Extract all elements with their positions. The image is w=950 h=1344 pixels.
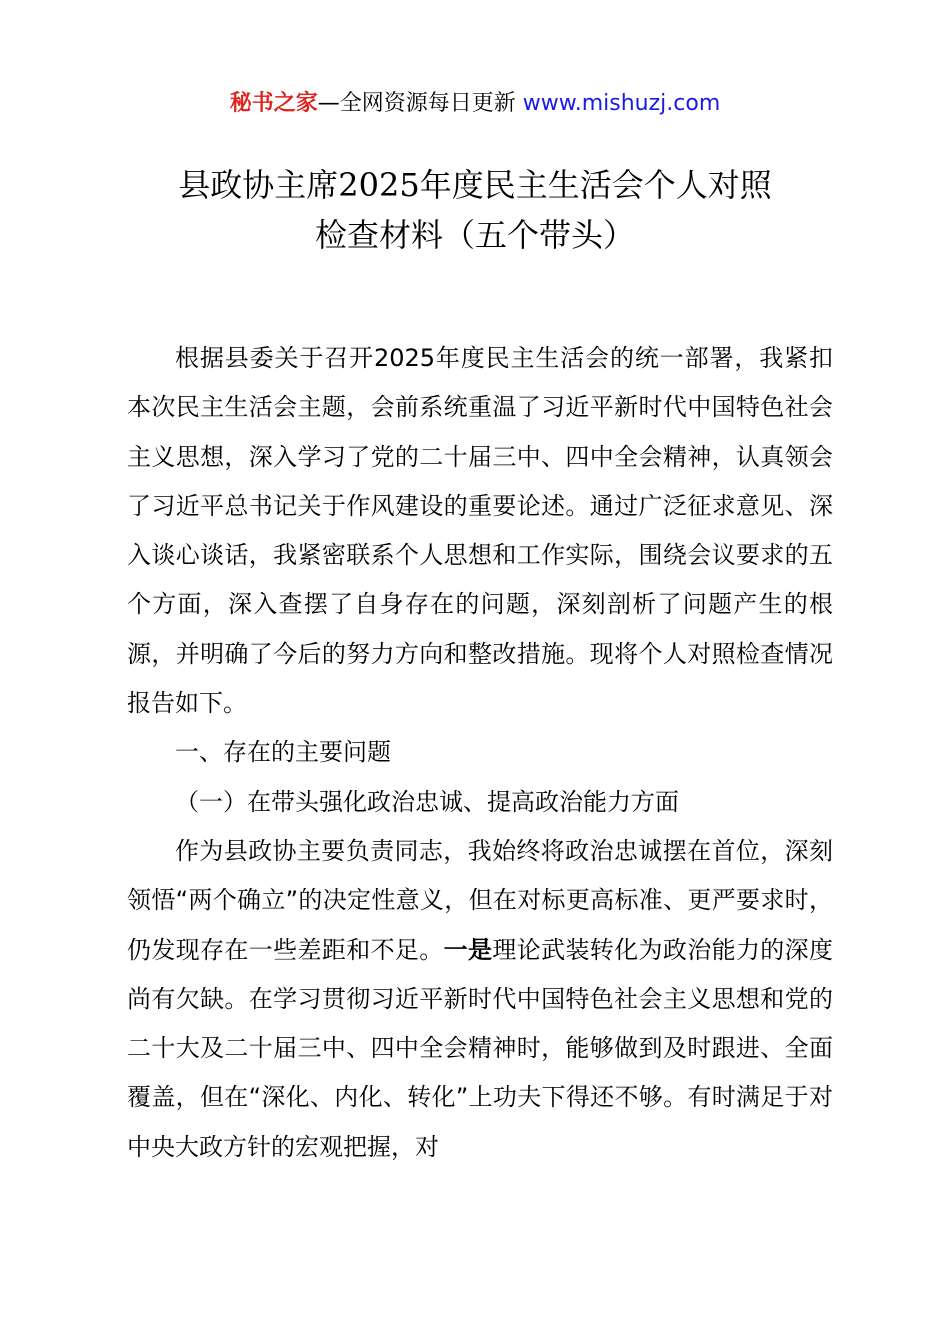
site-banner bbox=[0, 88, 950, 120]
subsection-heading: （一）在带头强化政治忠诚、提高政治能力方面 bbox=[175, 787, 679, 816]
site-url-link[interactable]: www.mishuzj.com bbox=[522, 91, 721, 116]
title-line-2: 检查材料（五个带头） bbox=[314, 216, 635, 254]
site-slogan: —全网资源每日更新 bbox=[317, 91, 516, 116]
body-paragraph bbox=[127, 827, 833, 1172]
paragraph-start: 作为县政协主要负责同志，我始终将政治忠诚摆在首位，深刻领悟“两个确立”的决定性意义，但在对标更高标准、更严要求时，仍发现存在一些差距和不足。 bbox=[127, 836, 833, 964]
bold-marker: 一是 bbox=[443, 935, 493, 964]
paragraph-rest: 理论武装转化为政治能力的深度尚有欠缺。在学习贯彻习近平新时代中国特色社会主义思想和党的二十大及二十届三中、四中全会精神时，能够做到及时跟进、全面覆盖，但在“深化、内化、转化”上功夫下得还不够。有时满足于对中央大政方针的宏观把握，对 bbox=[127, 935, 834, 1161]
document-body bbox=[127, 334, 833, 1172]
intro-paragraph: 根据县委关于召开2025年度民主生活会的统一部署，我紧扣本次民主生活会主题，会前系统重温了习近平新时代中国特色社会主义思想，深入学习了党的二十届三中、四中全会精神，认真领会了习近平总书记关于作风建设的重要论述。通过广泛征求意见、深入谈心谈话，我紧密联系个人思想和工作实际，围绕会议要求的五个方面，深入查摆了自身存在的问题，深刻剖析了问题产生的根源，并明确了今后的努力方向和整改措施。现将个人对照检查情况报告如下。 bbox=[127, 344, 833, 718]
title-line-1: 县政协主席2025年度民主生活会个人对照 bbox=[178, 166, 772, 204]
document-title bbox=[0, 160, 950, 260]
site-brand: 秘书之家 bbox=[229, 91, 318, 116]
section-heading: 一、存在的主要问题 bbox=[175, 738, 391, 767]
